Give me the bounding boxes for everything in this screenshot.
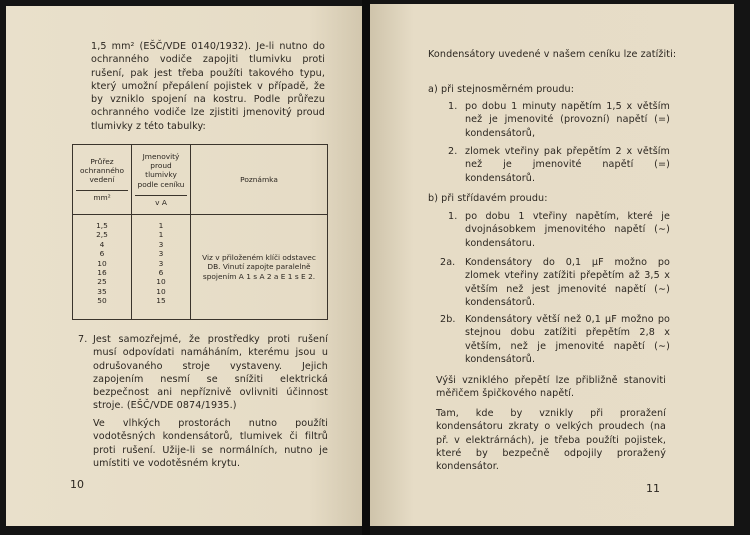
item-b2b-label: 2b. (440, 314, 456, 325)
item-a1-text: po dobu 1 minuty napětím 1,5 x větším než je jmenovité (provozní) napětí (=) kondensátorů, (465, 101, 670, 139)
page-number-right: 11 (646, 482, 660, 495)
table-cell: 1,5 (96, 221, 108, 230)
right-page (370, 4, 734, 526)
table-cell: 3 (158, 239, 164, 249)
intro-paragraph: 1,5 mm² (EŠČ/VDE 0140/1932). Je-li nutno do ochranného vodiče zapojiti tlumivku proti rušení, pak jest třeba použíti takového typu, který umožní přepálení pojistek v případě, že by vzniklo spojení na kostru. Podle průřezu ochranného vodiče lze zjistiti jmenovitý proud tlumivky z této tabulky: (91, 41, 325, 132)
table-cell: 2,5 (96, 230, 108, 240)
item-a2-text: zlomek vteřiny pak přepětím 2 x větším než je jmenovité napětí (=) kondensátorů. (465, 146, 670, 184)
item-b2b-text: Kondensátory větší než 0,1 µF možno po stejnou dobu zatížiti přepětím 2,8 x větším, než je jmenovité napětí (∼) kondensátorů. (465, 314, 670, 365)
table-col-current-values (132, 215, 191, 320)
item-b2a-label: 2a. (440, 257, 456, 268)
table-cell: 25 (97, 277, 107, 287)
table-cell: 6 (99, 249, 105, 259)
table-cell: 15 (156, 296, 166, 306)
table-cell: 3 (158, 258, 164, 268)
table-cell: 6 (158, 267, 164, 277)
table-header-cross-section: Průřez ochranného vedení mm² (73, 145, 132, 215)
item-7-text: Jest samozřejmé, že prostředky proti rušení musí odpovídati namáháním, kterému jsou u odrušovaného stroje vystaveny. Jejich zapojením nesmí se snížiti elektrická bezpečnost ani nepříznivě ovlivniti účinnost stroje. (EŠČ/VDE 0874/1935.) (93, 334, 328, 412)
table-col-cross-section-values (73, 215, 132, 320)
choke-rating-table (72, 144, 328, 320)
table-cell: 16 (97, 267, 107, 277)
item-b1-label: 1. (448, 211, 458, 222)
table-cell: 4 (99, 239, 105, 249)
table-note-cell: Viz v přiloženém klíči odstavec DB. Vinutí zapojte paralelně spojením A 1 s A 2 a E 1 s E 2. (191, 215, 328, 320)
table-cell: 1 (158, 221, 164, 230)
table-cell: 10 (156, 286, 166, 296)
table-cell: 50 (97, 296, 107, 306)
item-a2-label: 2. (448, 146, 458, 157)
table-cell: 1 (158, 230, 164, 240)
item-b2a-text: Kondensátory do 0,1 µF možno po zlomek vteřiny zatížiti přepětím až 3,5 x větším než jest jmenovité napětí (∼) kondensátorů. (465, 257, 670, 308)
table-cell: 3 (158, 249, 164, 259)
section-a-heading: a) při stejnosměrném proudu: (428, 84, 575, 95)
table-header-rated-current: Jmenovitý proud tlumivky podle ceníku v A (132, 145, 191, 215)
page-number-left: 10 (70, 478, 84, 491)
item-7-label: 7. (78, 334, 88, 345)
section-b-heading: b) při střídavém proudu: (428, 193, 548, 204)
left-page (6, 6, 362, 526)
capacitor-intro: Kondensátory uvedené v našem ceníku lze zatížiti: (428, 49, 677, 60)
overvoltage-note: Výši vzniklého přepětí lze přibližně stanoviti měřičem špičkového napětí. (436, 375, 666, 400)
humid-rooms-paragraph: Ve vlhkých prostorách nutno použíti vodotěsných kondensátorů, tlumivek či filtrů proti rušení. Užije-li se normálních, nutno je umístiti ve vodotěsném krytu. (93, 418, 328, 469)
table-cell: 35 (97, 286, 107, 296)
fuse-note: Tam, kde by vznikly při proražení kondensátoru zkraty o velkých proudech (na př. v elektrárnách), je třeba použíti pojistek, které by bezpečně odpojily proražený kondensátor. (436, 408, 666, 473)
table-cell: 10 (156, 277, 166, 287)
item-a1-label: 1. (448, 101, 458, 112)
table-header-note: Poznámka (191, 145, 328, 215)
item-7 (78, 333, 328, 413)
item-b1-text: po dobu 1 vteřiny napětím, které je dvojnásobkem jmenovitého napětí (∼) kondensátoru. (465, 211, 670, 249)
table-cell: 10 (97, 258, 107, 268)
book-gutter (362, 0, 370, 535)
